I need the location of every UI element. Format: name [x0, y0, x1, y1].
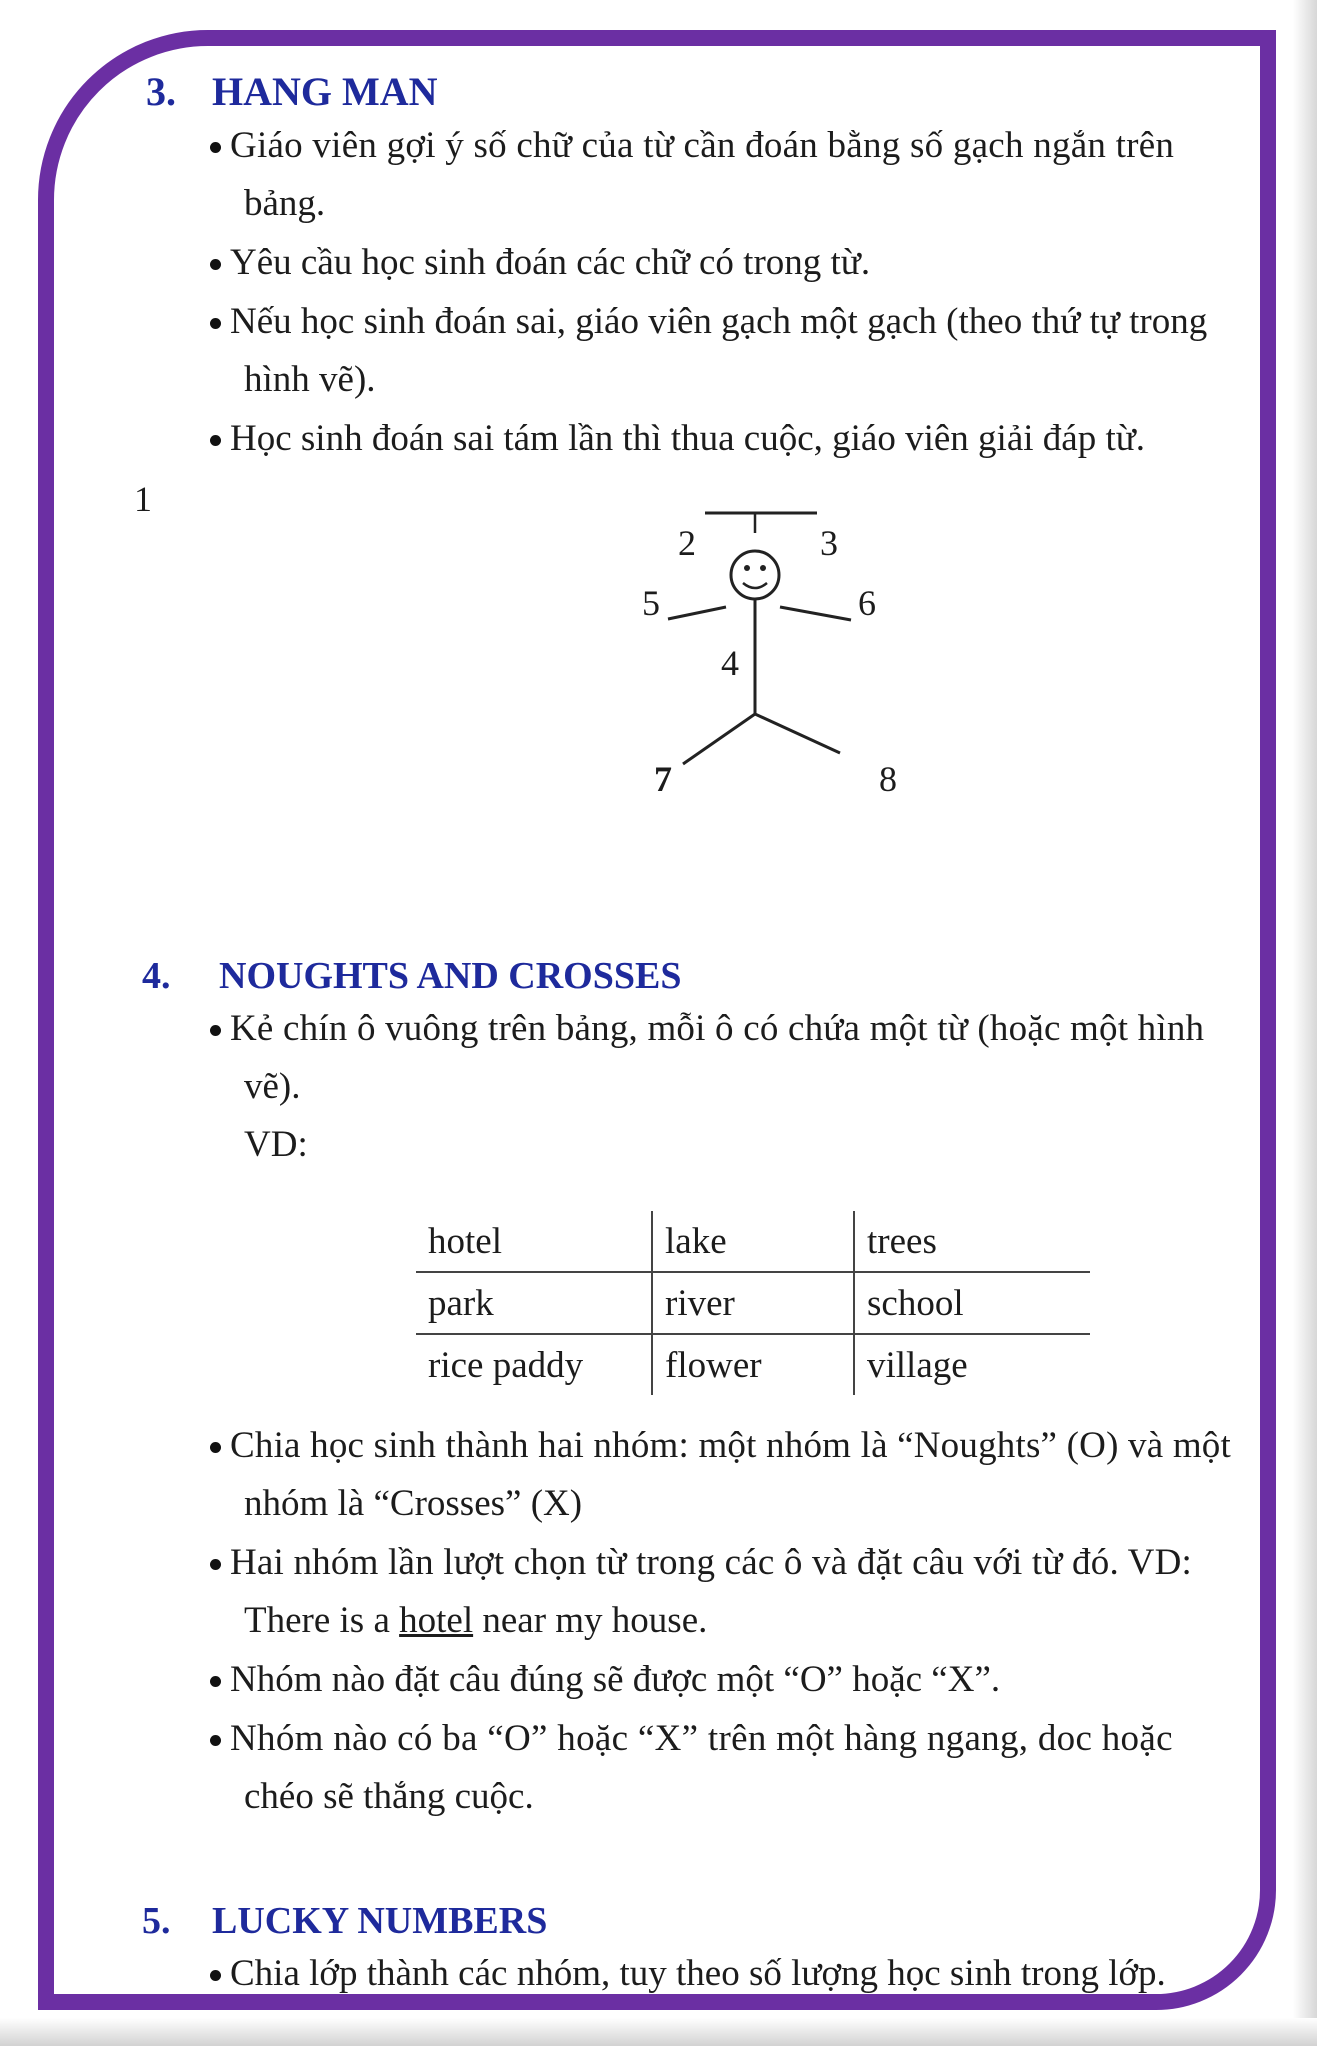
example-sentence-before: There is a [244, 1600, 400, 1641]
hangman-eye-left [744, 565, 750, 571]
section-3-title: HANG MAN [212, 69, 438, 114]
section-3-number: 3. [146, 69, 176, 114]
hangman-head [731, 551, 779, 599]
table-cell: lake [652, 1211, 854, 1272]
table-cell: school [854, 1272, 1090, 1334]
hangman-arm-right [780, 607, 851, 620]
figure-label-2: 2 [678, 523, 696, 563]
example-sentence [244, 1599, 707, 1643]
page-shadow-right [1293, 0, 1317, 2046]
hangman-leg-right [755, 714, 840, 753]
table-cell: river [652, 1272, 854, 1334]
hangman-eye-right [760, 565, 766, 571]
figure-label-7: 7 [654, 759, 672, 799]
bullet-dot [210, 1025, 221, 1036]
section-4-bullet-1-line-1: Chia học sinh thành hai nhóm: một nhóm là “Noughts” (O) và một [230, 1425, 1231, 1466]
table-cell: rice paddy [428, 1344, 584, 1386]
bullet-dot [210, 1559, 221, 1570]
figure-label-5: 5 [642, 583, 660, 623]
table-cell: village [854, 1334, 1090, 1395]
figure-label-8: 8 [879, 759, 897, 799]
table-cell: trees [854, 1211, 1090, 1272]
section-5-number: 5. [142, 1900, 171, 1942]
table-row [416, 1334, 1090, 1395]
bullet-dot [210, 1442, 221, 1453]
table-row [416, 1272, 1090, 1334]
figure-label-4: 4 [721, 643, 739, 683]
example-label: VD: [244, 1124, 308, 1165]
noughts-crosses-table [416, 1211, 1090, 1395]
section-4-bullet-4-line-1: Nhóm nào có ba “O” hoặc “X” trên một hàng ngang, doc hoặc [230, 1718, 1173, 1759]
page-shadow-bottom [0, 2018, 1317, 2046]
section-3-bullet-4: Học sinh đoán sai tám lần thì thua cuộc, giáo viên giải đáp từ. [230, 418, 1146, 459]
table-cell: hotel [416, 1211, 652, 1272]
section-5-bullet-1: Chia lớp thành các nhóm, tuy theo số lượng học sinh trong lớp. [230, 1953, 1166, 1994]
section-4-intro-line-2: vẽ). [244, 1066, 301, 1107]
section-4-number: 4. [142, 955, 171, 997]
table-row [416, 1211, 1090, 1272]
section-4-bullet-1-line-2: nhóm là “Crosses” (X) [244, 1483, 583, 1524]
bullet-dot [210, 1676, 221, 1687]
section-4-title: NOUGHTS AND CROSSES [219, 955, 682, 997]
section-3-bullet-1-line-2: bảng. [244, 183, 326, 224]
figure-label-1: 1 [134, 479, 152, 519]
figure-label-3: 3 [820, 523, 838, 563]
document-frame [38, 30, 1276, 2010]
bullet-dot [210, 1970, 221, 1981]
hangman-figure [54, 46, 1260, 846]
section-4-bullet-4-line-2: chéo sẽ thắng cuộc. [244, 1776, 534, 1817]
section-4-bullet-2-line-1: Hai nhóm lần lượt chọn từ trong các ô và đặt câu với từ đó. VD: [230, 1542, 1193, 1583]
hangman-mouth [743, 583, 767, 588]
section-3-bullet-3-line-2: hình vẽ). [244, 359, 376, 400]
section-3-bullet-3-line-1: Nếu học sinh đoán sai, giáo viên gạch một gạch (theo thứ tự trong [230, 301, 1208, 342]
hangman-leg-left [683, 714, 755, 764]
section-5-title: LUCKY NUMBERS [212, 1900, 548, 1942]
example-sentence-after: near my house. [473, 1600, 708, 1641]
example-sentence-underlined-word: hotel [399, 1600, 474, 1641]
section-3-bullet-1-line-1: Giáo viên gợi ý số chữ của từ cần đoán bằng số gạch ngắn trên [230, 125, 1175, 166]
table-cell: park [416, 1272, 652, 1334]
table-cell: flower [652, 1334, 854, 1395]
bullet-dot [210, 1735, 221, 1746]
figure-label-6: 6 [858, 583, 876, 623]
hangman-arm-left [668, 607, 726, 619]
section-4-intro-line-1: Kẻ chín ô vuông trên bảng, mỗi ô có chứa một từ (hoặc một hình [230, 1008, 1205, 1049]
section-3-bullet-2: Yêu cầu học sinh đoán các chữ có trong từ. [230, 242, 871, 283]
section-4-bullet-3: Nhóm nào đặt câu đúng sẽ được một “O” hoặc “X”. [230, 1659, 1001, 1700]
